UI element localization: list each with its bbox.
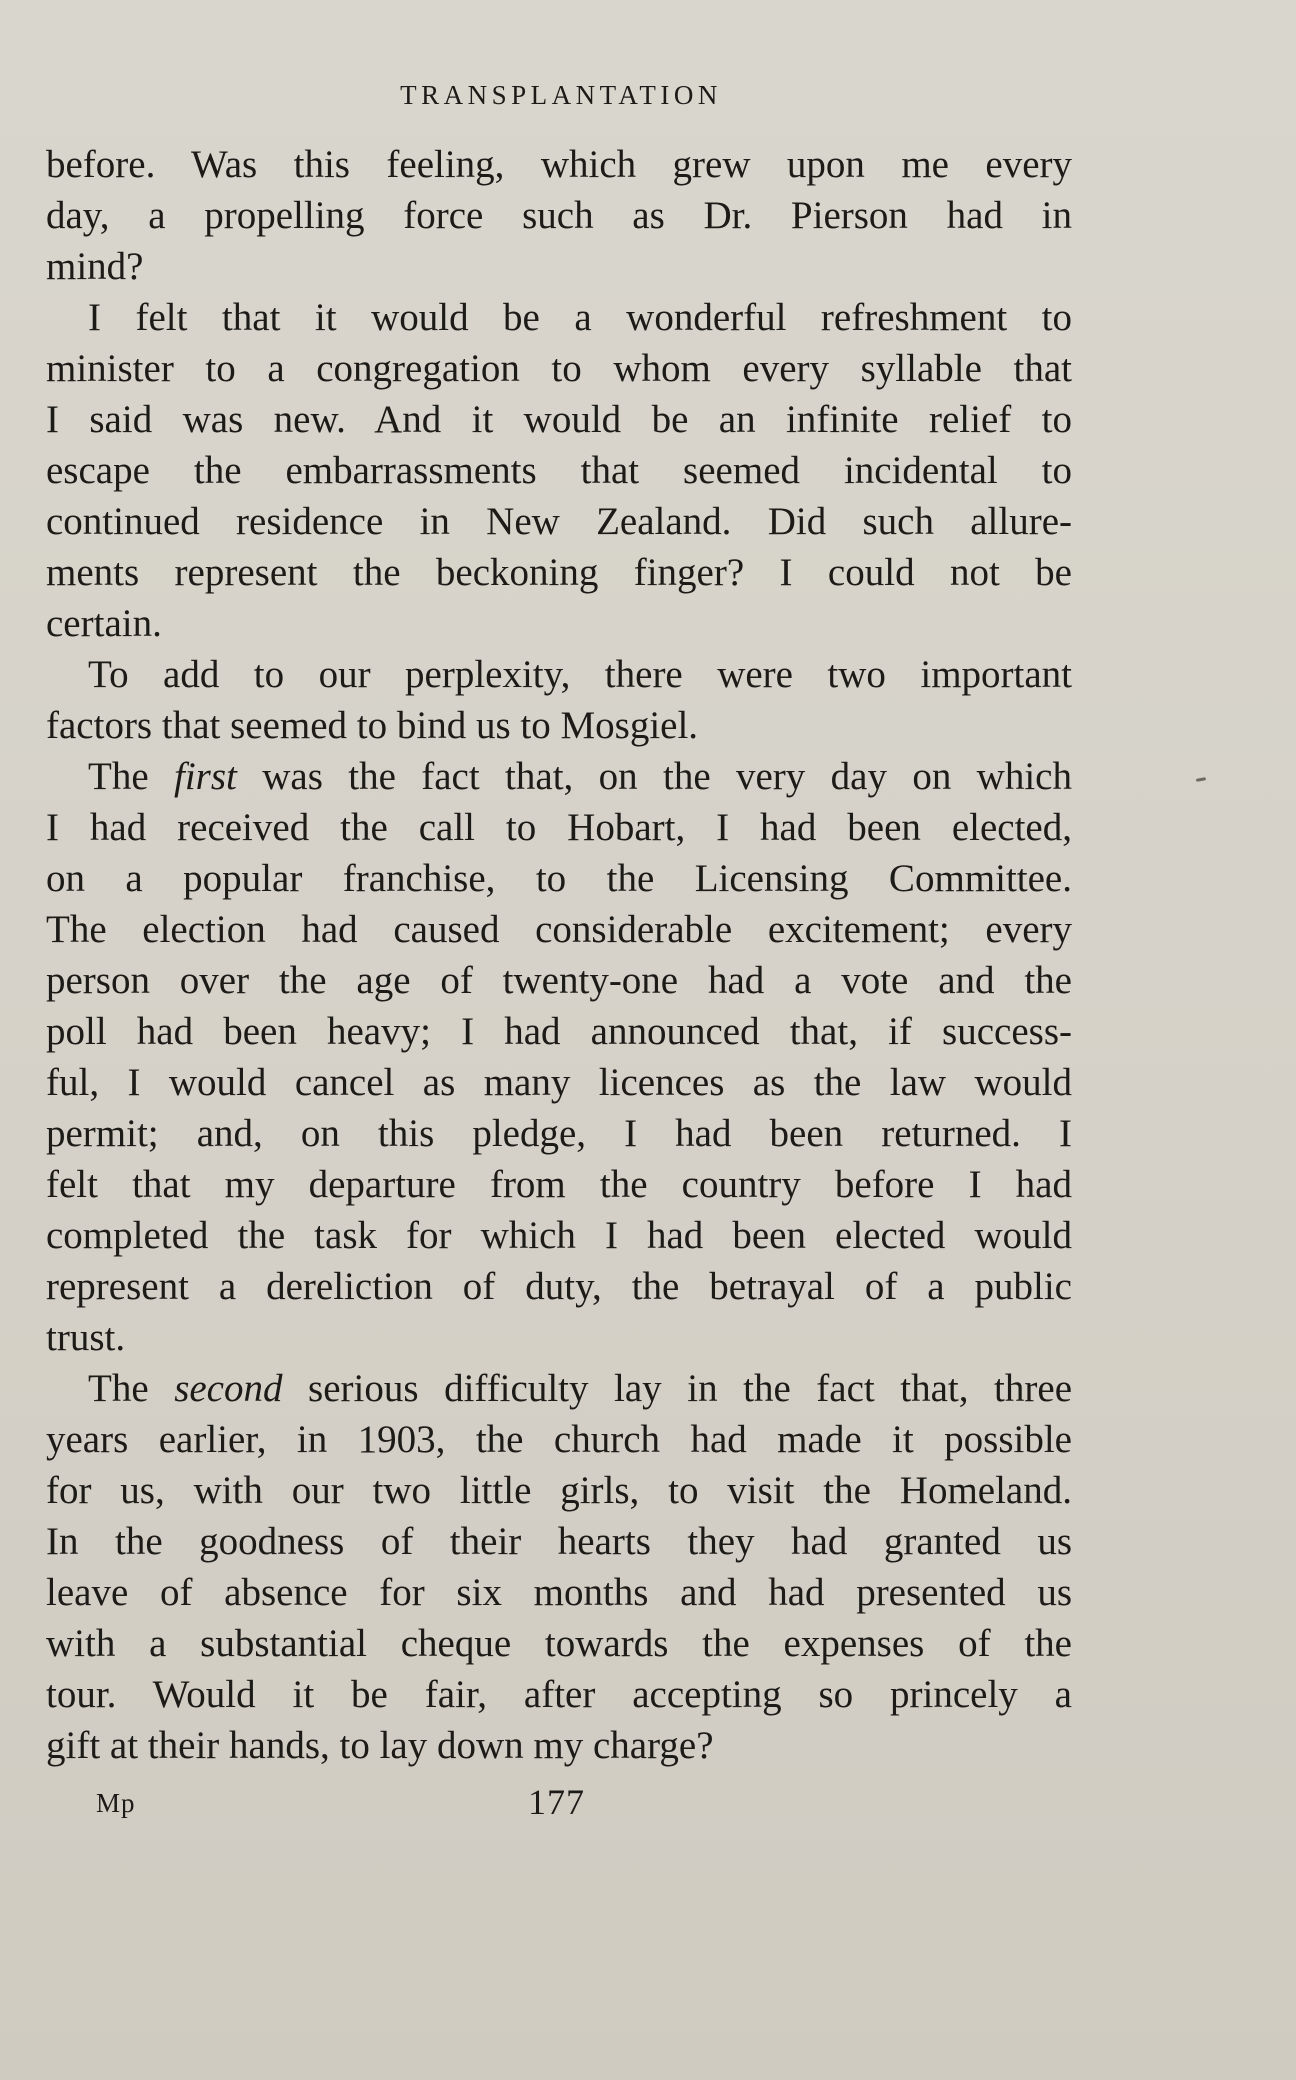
text-line: gift at their hands, to lay down my charge? [46, 1724, 714, 1767]
text-line: In the goodness of their hearts they had granted us [46, 1520, 1072, 1563]
text-line: ments represent the beckoning finger? I could not be [46, 551, 1072, 594]
text-line: certain. [46, 602, 162, 645]
text-run: The [88, 755, 174, 798]
text-line: permit; and, on this pledge, I had been returned. I [46, 1112, 1072, 1155]
text-line: I said was new. And it would be an infinite relief to [46, 398, 1072, 441]
text-line: felt that my departure from the country before I had [46, 1163, 1072, 1206]
text-line: I had received the call to Hobart, I had been elected, [46, 806, 1072, 849]
page-number: 177 [528, 1782, 585, 1822]
text-line: escape the embarrassments that seemed incidental to [46, 449, 1072, 492]
italic-word: second [174, 1367, 283, 1410]
text-run: serious difficulty lay in the fact that, three [282, 1367, 1072, 1410]
italic-word: first [174, 755, 237, 798]
text-line: ful, I would cancel as many licences as the law would [46, 1061, 1072, 1104]
text-line: for us, with our two little girls, to visit the Homeland. [46, 1469, 1072, 1512]
text-line: completed the task for which I had been elected would [46, 1214, 1072, 1257]
text-line: minister to a congregation to whom every syllable that [46, 347, 1072, 390]
text-line: on a popular franchise, to the Licensing Committee. [46, 857, 1072, 900]
text-line: continued residence in New Zealand. Did such allure- [46, 500, 1072, 543]
running-head: TRANSPLANTATION [400, 80, 722, 110]
text-line [46, 751, 1072, 802]
text-line: before. Was this feeling, which grew upon me every [46, 143, 1072, 186]
text-line: day, a propelling force such as Dr. Pierson had in [46, 194, 1072, 237]
text-line: The election had caused considerable excitement; every [46, 908, 1072, 951]
text-line: tour. Would it be fair, after accepting so princely a [46, 1673, 1072, 1716]
text-run: The [88, 1367, 175, 1410]
text-line: with a substantial cheque towards the expenses of the [46, 1622, 1072, 1665]
body-text [46, 139, 1072, 1771]
text-run: was the fact that, on the very day on which [236, 755, 1072, 798]
text-line: To add to our perplexity, there were two important [88, 653, 1072, 696]
text-line: person over the age of twenty-one had a vote and the [46, 959, 1072, 1002]
text-line: I felt that it would be a wonderful refreshment to [88, 296, 1072, 339]
text-line: trust. [46, 1316, 126, 1359]
text-line: years earlier, in 1903, the church had made it possible [46, 1418, 1072, 1461]
text-line: represent a dereliction of duty, the betrayal of a public [46, 1265, 1072, 1308]
text-line: leave of absence for six months and had presented us [46, 1571, 1072, 1614]
text-line: poll had been heavy; I had announced that, if success- [46, 1010, 1072, 1053]
paper-speck [1196, 777, 1206, 782]
signature-mark: Mp [96, 1788, 136, 1818]
text-line: factors that seemed to bind us to Mosgiel. [46, 704, 699, 747]
text-line [46, 1363, 1072, 1414]
text-line: mind? [46, 245, 144, 288]
